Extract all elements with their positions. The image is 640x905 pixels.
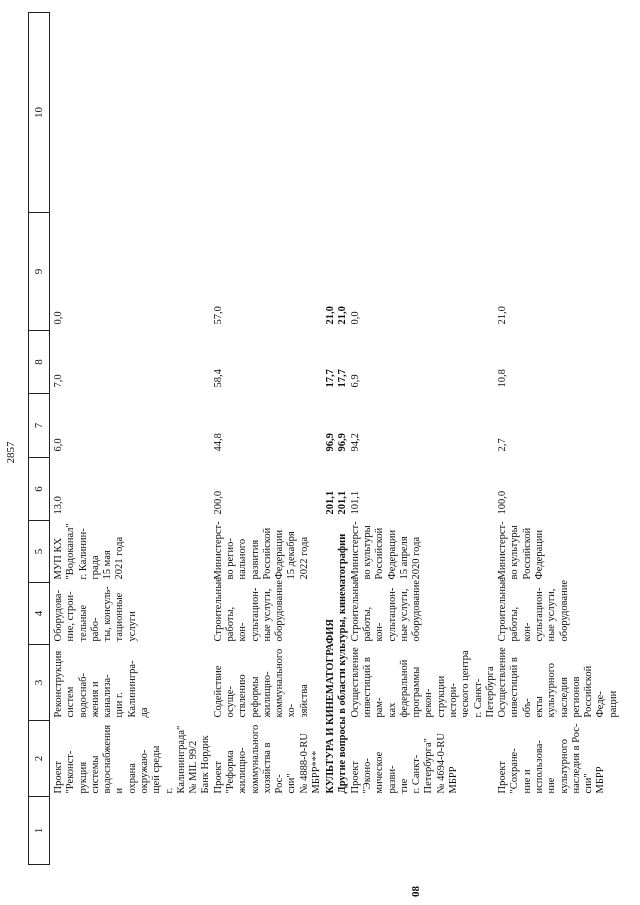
code-cell xyxy=(50,797,213,865)
header-cell: 7 xyxy=(29,394,50,458)
value-cell: 2,7 xyxy=(497,438,509,452)
value-stack xyxy=(323,458,497,521)
code-cell xyxy=(497,797,620,865)
empty-cell xyxy=(50,13,213,213)
subsection-value: 17,7 xyxy=(337,369,349,388)
nested-rows xyxy=(350,521,497,797)
value-stack xyxy=(323,394,497,458)
section-cell xyxy=(323,521,497,797)
value-cell: 0,0 xyxy=(53,311,64,325)
header-cell: 10 xyxy=(29,13,50,213)
value-cell: 7,0 xyxy=(53,374,64,388)
value-cell: 10,8 xyxy=(497,369,509,388)
value-cell: 200,0 xyxy=(212,490,224,515)
code-cell xyxy=(323,797,497,865)
spend-cell: Оборудова- ние, строи- тельные рабо- ты, консуль- тационные услуги xyxy=(53,586,138,642)
executor-cell: Министерст- во культуры Российской Федерации 15 апреля 2020 года xyxy=(349,521,423,580)
project-cell: Проект "Реформа жилищно- коммунального хозяйства в Рос- сии" № 4888-0-RU МБРР*** xyxy=(212,724,322,794)
goal-cell: Содействие осуще- ствлению реформы жилищно- коммунального хо- зяйства xyxy=(212,648,310,718)
header-cell: 9 xyxy=(29,213,50,331)
empty-cell xyxy=(497,13,620,213)
goal-cell: Осуществление инвестиций в рам- ках федеральной программы рекон- струкции истори- ческого центра г. Санкт- Петербурга xyxy=(349,647,496,718)
header-cell: 1 xyxy=(29,797,50,865)
value-stack xyxy=(323,331,497,394)
header-cell: 8 xyxy=(29,331,50,394)
spend-cell: Строительные работы, кон- сультацион- ные услуги, оборудование xyxy=(497,577,570,642)
header-cell: 6 xyxy=(29,458,50,521)
executor-cell: МУП КХ "Водоканал" г. Калинин- града 15 мая 2021 года xyxy=(53,523,126,580)
subsection-title: Другие вопросы в области культуры, кинематографии xyxy=(337,533,349,794)
header-cell: 5 xyxy=(29,521,50,583)
page-number: 2857 xyxy=(5,441,17,464)
project-cell: Проект "Эконо- мическое разви- тие г. Санкт- Петербурга" № 4694-0-RU МБРР xyxy=(349,733,459,794)
value-cell: 57,0 xyxy=(212,306,224,325)
header-cell: 3 xyxy=(29,645,50,721)
table-row xyxy=(50,13,213,865)
subsection-value: 201,1 xyxy=(337,490,349,515)
value-cell: 58,4 xyxy=(212,369,224,388)
section-code: 08 xyxy=(410,886,422,897)
value-cell: 6,9 xyxy=(349,374,361,388)
goal-cell: Реконструкция систем водоснаб- жения и канализа- ции г. Калинингра- да xyxy=(53,650,150,718)
section-value: 17,7 xyxy=(325,369,337,388)
header-cell: 2 xyxy=(29,721,50,797)
section-value: 21,0 xyxy=(325,306,337,325)
section-value: 96,9 xyxy=(325,433,337,452)
value-cell: 100,0 xyxy=(497,490,509,515)
executor-cell: Министерст- во регио- нального развития Российской Федерации 15 декабря 2022 года xyxy=(212,521,310,580)
subsection-value: 96,9 xyxy=(337,433,349,452)
value-stack xyxy=(323,213,497,331)
value-cell: 6,0 xyxy=(53,438,64,452)
header-cell: 4 xyxy=(29,583,50,645)
spend-cell: Строительные работы, кон- сультацион- ные услуги, оборудование xyxy=(349,577,423,642)
section-title: КУЛЬТУРА И КИНЕМАТОГРАФИЯ xyxy=(325,619,337,794)
value-cell: 101,1 xyxy=(349,490,361,515)
project-cell: Проект "Реконст- рукция системы водоснабжения и охрана окружаю- щей среды г. Калининграда" № MIL 99/2 Банк Нордик xyxy=(53,724,212,794)
empty-cell xyxy=(213,13,324,213)
value-cell: 0,0 xyxy=(349,311,361,325)
table-row xyxy=(213,13,324,865)
code-cell xyxy=(213,797,324,865)
table-row xyxy=(323,13,497,865)
value-cell: 44,8 xyxy=(212,433,224,452)
table-row xyxy=(497,13,620,865)
table-row xyxy=(350,521,497,797)
value-cell: 94,2 xyxy=(349,433,361,452)
goal-cell: Осуществление инвестиций в объ- екты культурного наследия регионов Российской Феде- рации xyxy=(497,647,619,718)
empty-cell xyxy=(323,13,497,213)
header-row xyxy=(29,13,50,865)
subsection-value: 21,0 xyxy=(337,306,349,325)
value-cell: 21,0 xyxy=(497,306,509,325)
project-cell: Проект "Сохране- ние и использова- ние культурного наследия в Рос- сии" МБРР xyxy=(497,723,607,794)
section-value: 201,1 xyxy=(325,490,337,515)
budget-table xyxy=(28,12,620,865)
value-cell: 13,0 xyxy=(53,496,64,515)
executor-cell: Министерст- во культуры Российской Федерации xyxy=(497,521,545,580)
spend-cell: Строительные работы, кон- сультацион- ные услуги, оборудование xyxy=(212,577,286,642)
